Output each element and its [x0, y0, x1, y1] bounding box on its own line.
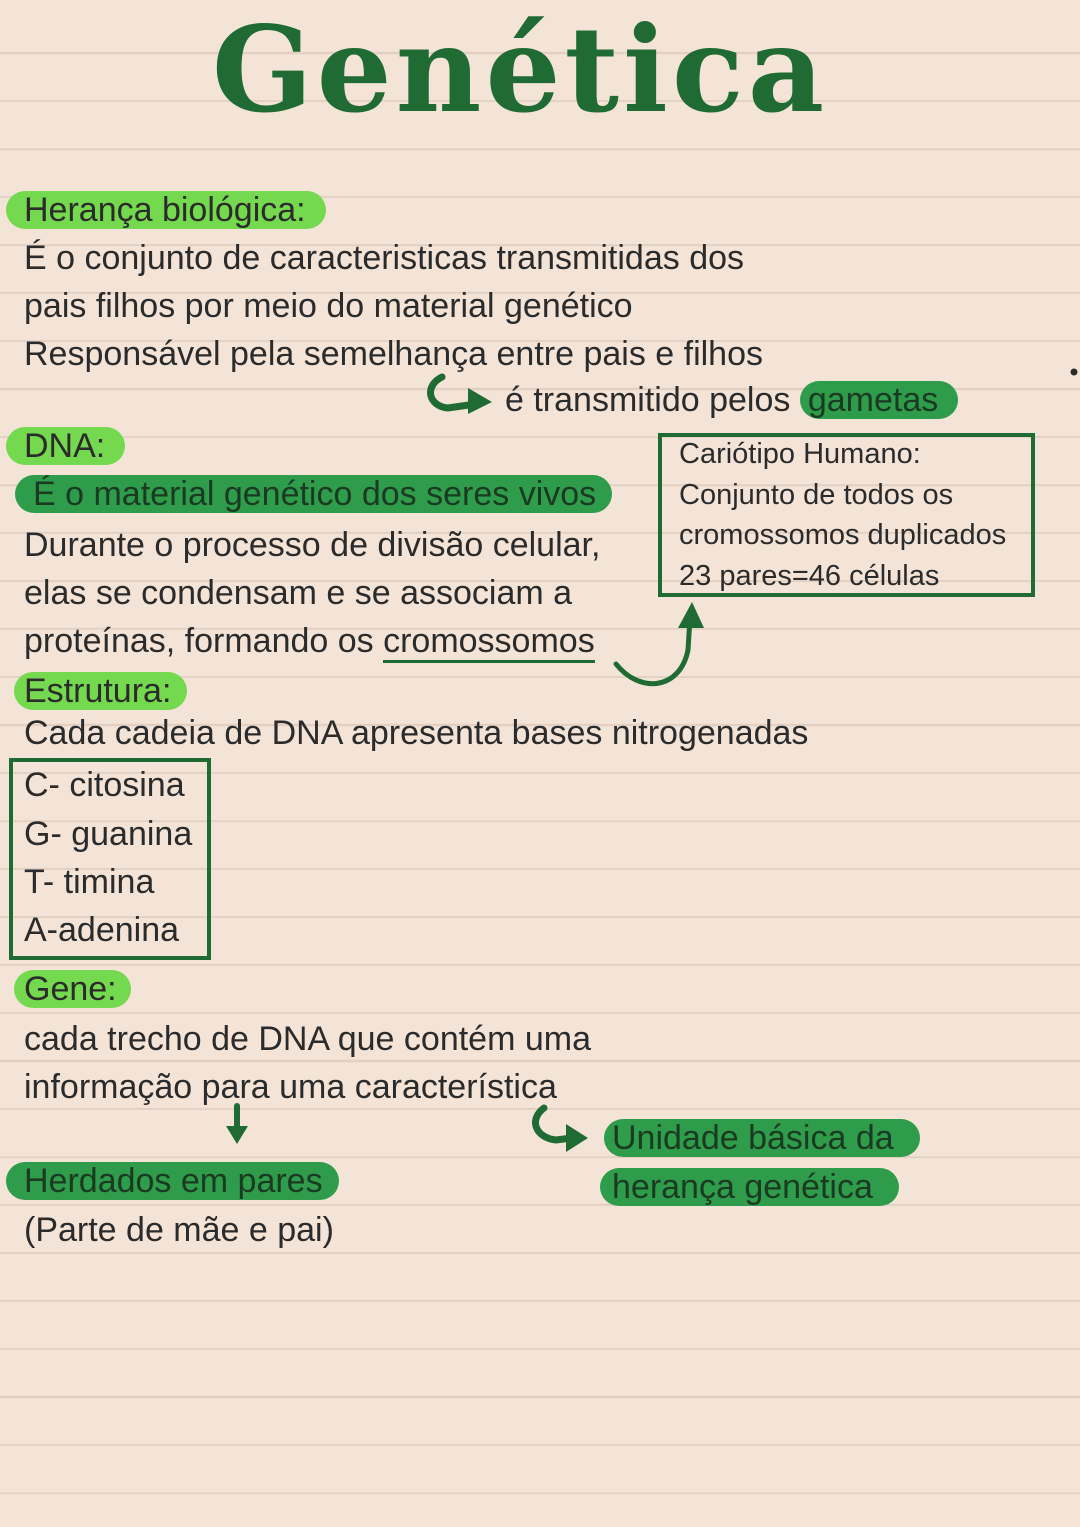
page-title: Genética: [211, 0, 829, 139]
curved-right-arrow-icon: [535, 1108, 588, 1152]
dna-highlight: É o material genético dos seres vivos: [15, 475, 612, 513]
herdados-note: (Parte de mãe e pai): [24, 1211, 334, 1249]
dot-mark: [1071, 369, 1078, 376]
base-item-c: C- citosina: [24, 766, 185, 804]
gene-line-1: cada trecho de DNA que contém uma: [24, 1020, 591, 1058]
heading-estrutura-label: Estrutura:: [14, 672, 187, 710]
gene-line-2: informação para uma característica: [24, 1068, 557, 1106]
gametas-highlight: gametas: [800, 381, 958, 419]
heranca-arrow-text: é transmitido pelos: [505, 381, 791, 419]
base-item-t: T- timina: [24, 863, 155, 901]
heranca-line-1: É o conjunto de caracteristicas transmitidas dos: [24, 239, 745, 277]
dna-line-3-prefix: proteínas, formando os: [24, 622, 384, 660]
unidade-highlight-2: herança genética: [600, 1168, 899, 1206]
cariotipo-line-3: cromossomos duplicados: [679, 519, 1007, 551]
unidade-highlight-1: Unidade básica da: [604, 1119, 920, 1157]
heading-gene-label: Gene:: [14, 970, 131, 1008]
dna-line-1: Durante o processo de divisão celular,: [24, 526, 601, 564]
heading-dna-label: DNA:: [6, 427, 125, 465]
heranca-line-2: pais filhos por meio do material genético: [24, 287, 633, 325]
herdados-highlight: Herdados em pares: [6, 1162, 339, 1200]
heranca-line-3: Responsável pela semelhança entre pais e filhos: [24, 335, 764, 373]
curved-up-arrow-icon: [616, 602, 704, 684]
estrutura-line: Cada cadeia de DNA apresenta bases nitrogenadas: [24, 714, 809, 752]
base-item-a: A-adenina: [24, 911, 180, 949]
dna-line-2: elas se condensam e se associam a: [24, 574, 573, 612]
cariotipo-line-1: Cariótipo Humano:: [679, 438, 921, 470]
cariotipo-line-2: Conjunto de todos os: [679, 479, 954, 511]
cariotipo-line-4: 23 pares=46 células: [679, 560, 940, 592]
curved-arrow-icon: [431, 377, 492, 414]
down-arrow-icon: [226, 1106, 248, 1144]
cromossomos-word: cromossomos: [383, 622, 595, 663]
heading-heranca-label: Herança biológica:: [6, 191, 326, 229]
base-item-g: G- guanina: [24, 815, 193, 853]
